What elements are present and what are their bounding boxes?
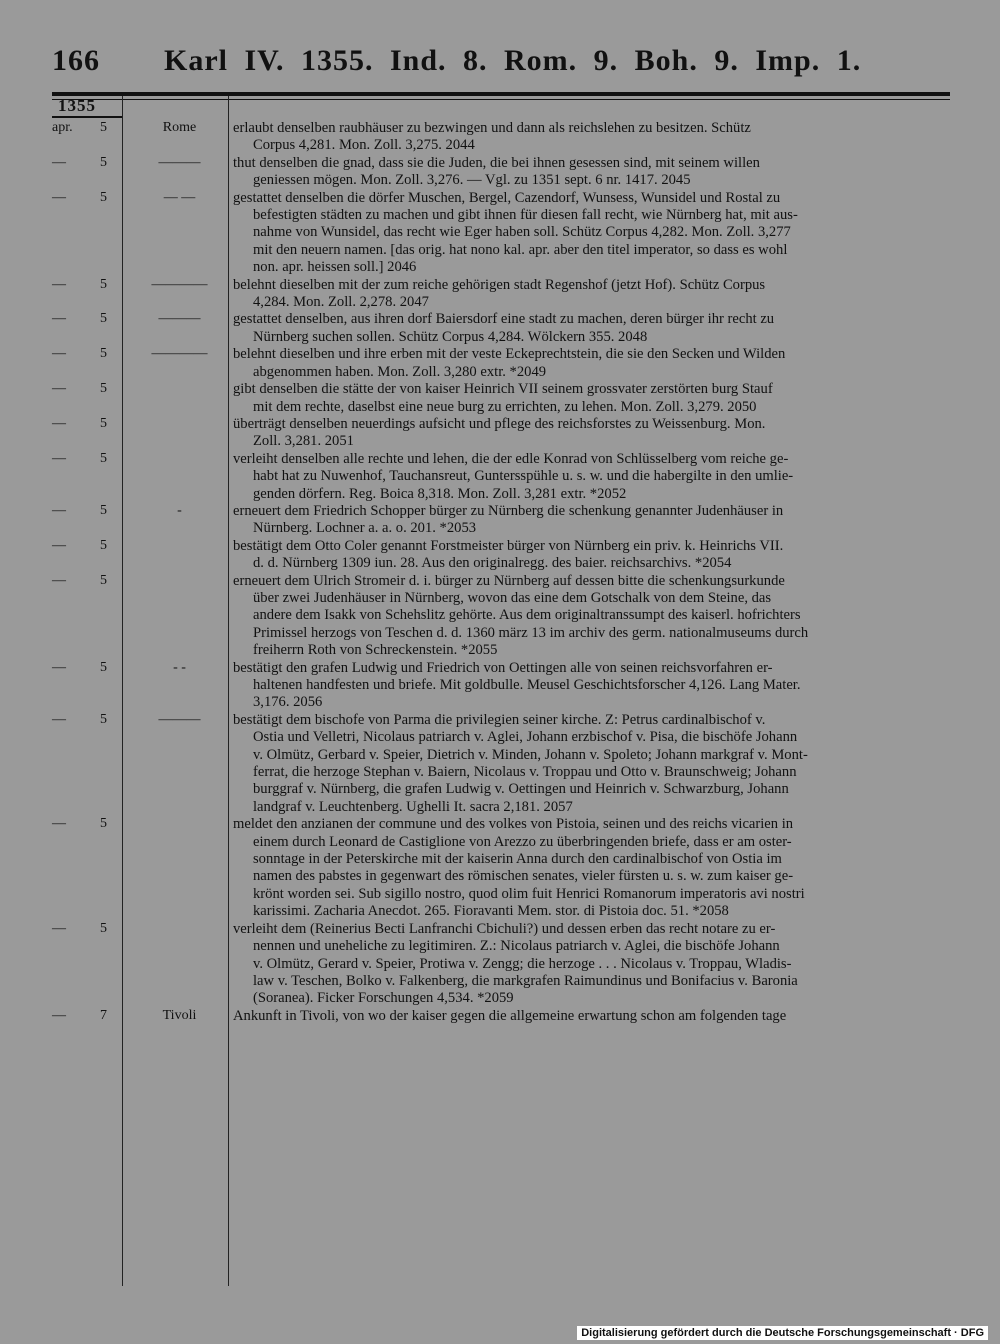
entry-line: burggraf v. Nürnberg, die grafen Ludwig v. Oettingen und Heinrich v. Schwarzburg, Johann [253, 781, 789, 798]
entry-line: verleiht dem (Reinerius Becti Lanfranchi Cbichuli?) und dessen erben das recht notare zu er- [233, 920, 776, 937]
entry-line: non. apr. heissen soll.] 2046 [253, 259, 417, 276]
entry-month: — [52, 537, 66, 553]
entry-line: Zoll. 3,281. 2051 [253, 433, 354, 450]
entry-month: — [52, 346, 66, 362]
entry-line: erneuert dem Friedrich Schopper bürger zu Nürnberg die schenkung genannter Judenhäuser in [233, 502, 784, 519]
page-number: 166 [52, 44, 100, 77]
entry-line: 4,284. Mon. Zoll. 2,278. 2047 [253, 294, 429, 311]
entry-day: 5 [100, 189, 107, 205]
entry-line: haltenen handfesten und briefe. Mit goldbulle. Meusel Geschichtsforscher 4,126. Lang Mater. [253, 677, 801, 693]
register-entry [52, 120, 952, 155]
entry-text [233, 416, 951, 451]
entry-line: v. Olmütz, Gerbard v. Speier, Dietrich v. Minden, Johann v. Spoleto; Johann markgraf v. Mont- [253, 746, 808, 763]
entry-day: 5 [100, 381, 107, 397]
register-entry [52, 155, 952, 190]
entry-line: 3,176. 2056 [253, 694, 323, 711]
entry-day: 5 [100, 276, 107, 292]
entry-line: bestätigt den grafen Ludwig und Friedrich von Oettingen alle von seinen reichsvorfahren er- [233, 659, 773, 676]
entry-place: ——— [158, 711, 201, 727]
entry-line: verleiht denselben alle rechte und lehen, die der edle Konrad von Schlüsselberg vom reiche ge- [233, 450, 789, 467]
entry-day: 5 [100, 311, 107, 327]
entry-day: 5 [100, 502, 107, 518]
register-entry [52, 311, 952, 346]
entry-line: überträgt denselben neuerdings aufsicht und pflege des reichsforstes zu Weissenburg. Mon. [233, 415, 766, 432]
entry-line: landgraf v. Leuchtenberg. Ughelli It. sacra 2,181. 2057 [253, 798, 573, 815]
entry-month: — [52, 711, 66, 727]
register-entry [52, 660, 952, 712]
register-entry [52, 277, 952, 312]
entry-line: erlaubt denselben raubhäuser zu bezwingen und dann als reichslehen zu besitzen. Schütz [233, 120, 751, 136]
page-title: Karl IV. 1355. Ind. 8. Rom. 9. Boh. 9. Imp. 1. [164, 44, 862, 77]
entry-line: nahme von Wunsidel, das recht wie Eger haben soll. Schütz Corpus 4,282. Mon. Zoll. 3,277 [253, 224, 791, 241]
entry-place: ——— [158, 311, 201, 327]
register-entry [52, 816, 952, 920]
entry-place: - - [173, 659, 186, 675]
entry-line: mit den neuern namen. [das orig. hat nono kal. apr. aber den titel imperator, so dass es wohl [253, 241, 788, 258]
entry-line: ferrat, die herzoge Stephan v. Baiern, Nicolaus v. Troppau und Otto v. Braunschweig; Johann [253, 764, 797, 781]
entry-day: 5 [100, 120, 107, 135]
entry-line: Nürnberg suchen sollen. Schütz Corpus 4,284. Wölckern 355. 2048 [253, 328, 648, 345]
entry-text [233, 538, 951, 573]
entry-line: geniessen mögen. Mon. Zoll. 3,276. — Vgl. zu 1351 sept. 6 nr. 1417. 2045 [253, 172, 691, 189]
entry-line: d. d. Nürnberg 1309 iun. 28. Aus den originalregg. des baier. reichsarchivs. *2054 [253, 555, 732, 572]
entry-line: erneuert dem Ulrich Stromeir d. i. bürger zu Nürnberg auf dessen bitte die schenkungsurkunde [233, 572, 785, 589]
entry-list [52, 120, 952, 1025]
register-entry [52, 573, 952, 660]
entry-text [233, 921, 951, 1008]
entry-line: habt hat zu Nuwenhof, Tauchansreut, Guntersspühle u. s. w. und die habergilte in den umlie- [253, 468, 794, 485]
entry-day: 5 [100, 920, 107, 936]
entry-day: 7 [100, 1007, 107, 1023]
entry-text [233, 451, 951, 503]
entry-text [233, 277, 951, 312]
entry-text [233, 190, 951, 277]
entry-day: 5 [100, 816, 107, 832]
entry-day: 5 [100, 450, 107, 466]
entry-month: — [52, 381, 66, 397]
entry-text [233, 155, 951, 190]
entry-line: namen des pabstes in gegenwart des römischen senates, vieler fürsten u. s. w. zum kaiser ge- [253, 868, 794, 885]
entry-place: ———— [151, 276, 208, 292]
entry-line: bestätigt dem Otto Coler genannt Forstmeister bürger von Nürnberg ein priv. k. Heinrichs VII. [233, 537, 784, 554]
entry-line: Ankunft in Tivoli, von wo der kaiser gegen die allgemeine erwartung schon am folgenden tage [233, 1007, 787, 1024]
entry-line: mit dem rechte, daselbst eine neue burg zu errichten, zu lehen. Mon. Zoll. 3,279. 2050 [253, 398, 757, 415]
register-entry [52, 1008, 952, 1025]
entry-text [233, 1008, 951, 1025]
entry-line: abgenommen haben. Mon. Zoll. 3,280 extr. *2049 [253, 363, 547, 380]
entry-line: Ostia und Velletri, Nicolaus patriarch v. Aglei, Johann erzbischof v. Pisa, die bischöfe Johann [253, 729, 798, 746]
register-entry [52, 416, 952, 451]
entry-day: 5 [100, 659, 107, 675]
entry-day: 5 [100, 537, 107, 553]
entry-place: ——— [158, 154, 201, 170]
entry-line: genden dörfern. Reg. Boica 8,318. Mon. Zoll. 3,281 extr. *2052 [253, 485, 627, 502]
entry-line: gestattet denselben, aus ihren dorf Baiersdorf eine stadt zu machen, deren bürger ihr recht zu [233, 311, 775, 328]
entry-line: v. Olmütz, Gerard v. Speier, Protiwa v. Zengg; die herzoge . . . Nicolaus v. Troppau, Wladis- [253, 955, 792, 972]
entry-line: krönt worden sei. Sub sigillo nostro, quod olim fuit Henrici Romanorum imperatoris avi nostri [253, 885, 805, 902]
entry-line: andere dem Isakk von Schehslitz gehörte. Aus dem originaltranssumpt des kaiserl. hofrichters [253, 607, 801, 624]
entry-month: — [52, 659, 66, 675]
entry-line: gibt denselben die stätte der von kaiser Heinrich VII seinem grossvater zerstörten burg Stauf [233, 381, 773, 398]
entry-month: — [52, 572, 66, 588]
entry-month: — [52, 1007, 66, 1023]
entry-month: — [52, 450, 66, 466]
entry-place: - [177, 502, 182, 518]
entry-line: sonntage in der Peterskirche mit der kaiserin Anna durch den cardinalbischof von Ostia im [253, 851, 782, 868]
entry-day: 5 [100, 711, 107, 727]
register-entry [52, 921, 952, 1008]
entry-text [233, 573, 951, 660]
entry-line: belehnt dieselben und ihre erben mit der veste Eckeprechtstein, die sie den Secken und Wilden [233, 346, 786, 363]
entry-month: — [52, 311, 66, 327]
register-entry [52, 712, 952, 816]
register-entry [52, 346, 952, 381]
footer-credit: Digitalisierung gefördert durch die Deutsche Forschungsgemeinschaft · DFG [577, 1326, 988, 1340]
page-header [52, 44, 952, 84]
entry-line: law v. Teschen, Bolko v. Falkenberg, die markgrafen Raimundinus und Bonifacius v. Baronia [253, 972, 798, 989]
entry-line: thut denselben die gnad, dass sie die Juden, die bei ihnen gesessen sind, mit seinem willen [233, 154, 760, 171]
entry-text [233, 346, 951, 381]
entry-place: Tivoli [162, 1007, 197, 1023]
year-label: 1355 [58, 96, 96, 115]
entry-text [233, 712, 951, 816]
entry-text [233, 311, 951, 346]
entry-day: 5 [100, 154, 107, 170]
entry-month: apr. [52, 120, 73, 135]
header-rule-thin [52, 99, 950, 100]
entry-month: — [52, 816, 66, 832]
entry-text [233, 816, 951, 920]
entry-month: — [52, 920, 66, 936]
entry-month: — [52, 276, 66, 292]
entry-text [233, 660, 951, 712]
entry-line: meldet den anzianen der commune und des volkes von Pistoia, seinen und des reichs vicarien in [233, 816, 794, 833]
entry-month: — [52, 502, 66, 518]
entry-place: Rome [162, 120, 197, 135]
entry-day: 5 [100, 572, 107, 588]
entry-line: Corpus 4,281. Mon. Zoll. 3,275. 2044 [253, 137, 475, 154]
register-entry [52, 538, 952, 573]
entry-line: karissimi. Zacharia Anecdot. 265. Fioravanti Mem. stor. di Pistoia doc. 51. *2058 [253, 903, 729, 920]
entry-line: Primissel herzogs von Teschen d. d. 1360 märz 13 im archiv des germ. nationalmuseums durch [253, 624, 809, 641]
entry-line: gestattet denselben die dörfer Muschen, Bergel, Cazendorf, Wunsess, Wunsidel und Rostal zu [233, 189, 781, 206]
entry-place: ———— [151, 346, 208, 362]
register-entry [52, 451, 952, 503]
entry-line: bestätigt dem bischofe von Parma die privilegien seiner kirche. Z: Petrus cardinalbischof v. [233, 711, 766, 728]
entry-line: nennen und uneheliche zu legitimiren. Z.: Nicolaus patriarch v. Aglei, die bischöfe Johann [253, 938, 780, 955]
entry-line: befestigten städten zu machen und gibt ihnen für diesen fall recht, wie Nürnberg hat, mit aus- [253, 207, 798, 224]
entry-line: einem durch Leonard de Castiglione von Arezzo zu überbringenden briefe, dass er am oster- [253, 833, 792, 850]
entry-line: über zwei Judenhäuser in Nürnberg, wovon das eine dem Gotschalk von dem Steine, das [253, 589, 772, 606]
register-entry [52, 381, 952, 416]
register-entry [52, 503, 952, 538]
entry-month: — [52, 154, 66, 170]
entry-line: belehnt dieselben mit der zum reiche gehörigen stadt Regenshof (jetzt Hof). Schütz Corpus [233, 276, 766, 293]
entry-text [233, 381, 951, 416]
header-rule [52, 92, 950, 96]
entry-line: (Soranea). Ficker Forschungen 4,534. *2059 [253, 990, 514, 1007]
entry-line: freiherrn Roth von Schreckenstein. *2055 [253, 642, 498, 659]
register-entry [52, 190, 952, 277]
entry-day: 5 [100, 415, 107, 431]
entry-place: — — [163, 189, 196, 205]
entry-month: — [52, 415, 66, 431]
entry-text [233, 120, 951, 155]
entry-day: 5 [100, 346, 107, 362]
entry-text [233, 503, 951, 538]
entry-month: — [52, 189, 66, 205]
year-underline [52, 116, 122, 118]
entry-line: Nürnberg. Lochner a. a. o. 201. *2053 [253, 520, 477, 537]
